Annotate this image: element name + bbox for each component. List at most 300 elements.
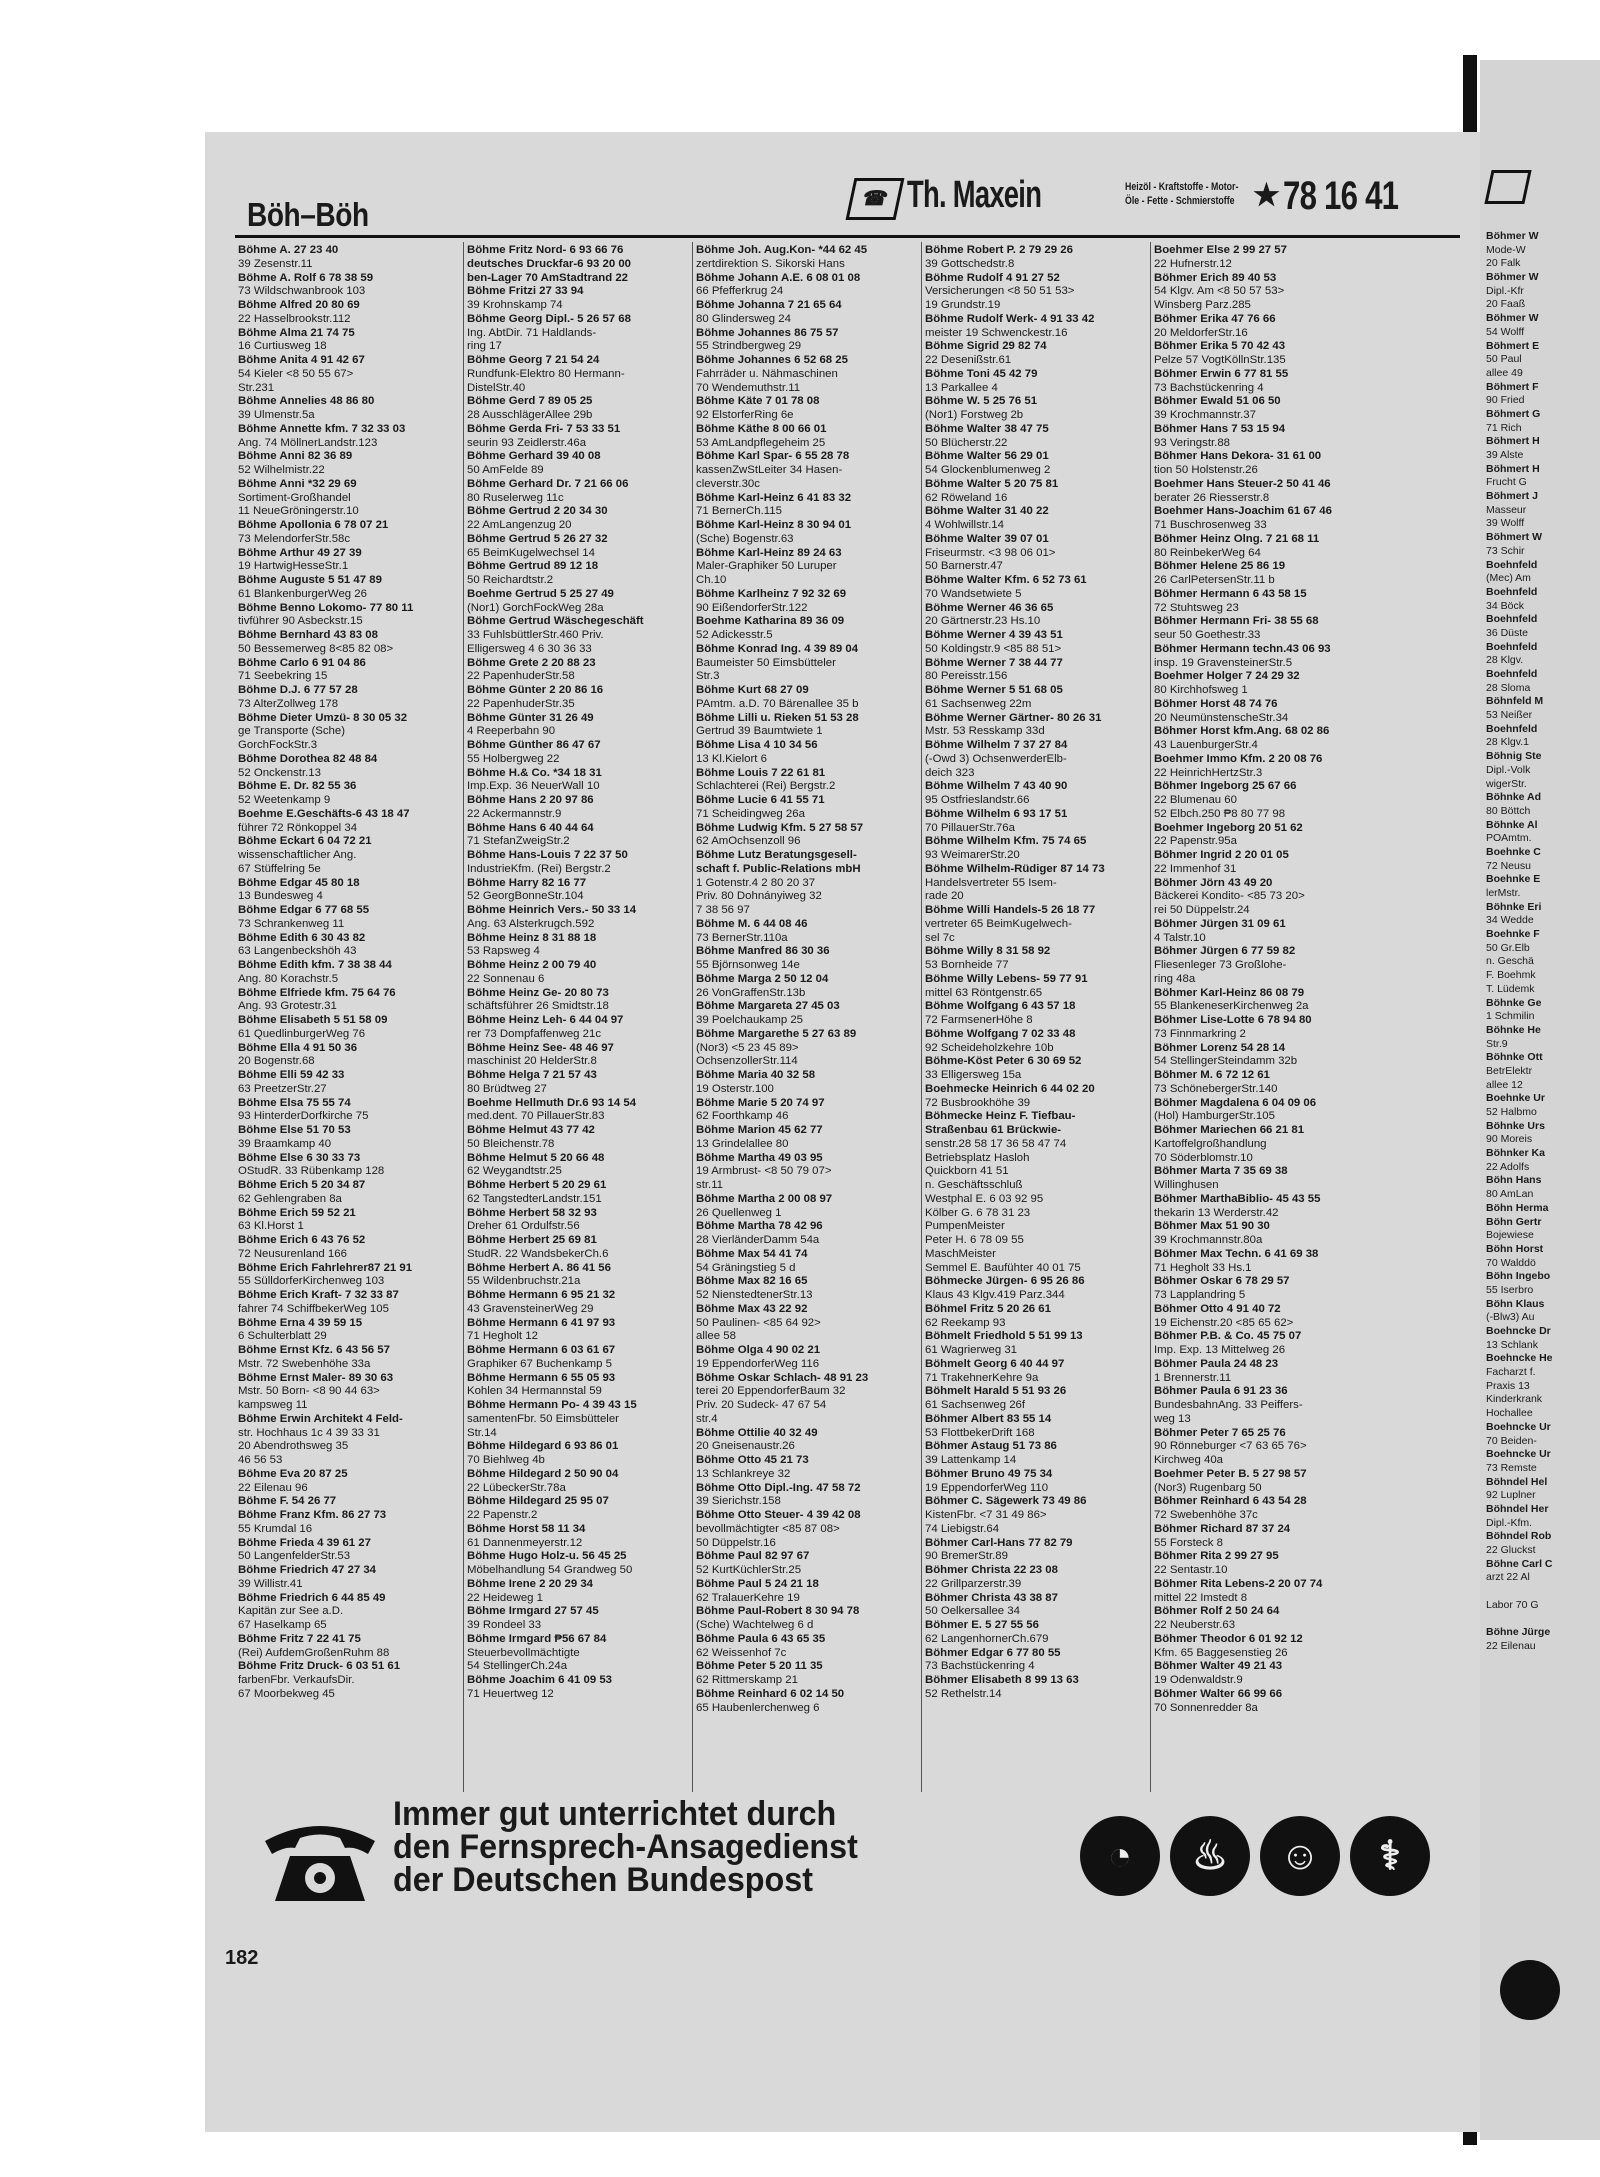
listing-detail: 50 Reichardtstr.2 (467, 574, 554, 586)
listing-entry: Böhmecke Heinz F. Tiefbau- (925, 1110, 1076, 1123)
listing-detail: 22 Ackermannstr.9 (467, 807, 562, 820)
listing-detail: 50 Paulinen- <85 64 92> (696, 1316, 821, 1329)
listing-detail: str.4 (696, 1412, 718, 1425)
listing-detail: 80 Pereisstr.156 (925, 670, 1008, 683)
listing-detail: Dreher 61 Ordulfstr.56 (467, 1220, 580, 1233)
listing-detail: Kölber G. 6 78 31 23 (925, 1206, 1031, 1219)
listing-detail: 50 Blücherstr.22 (925, 436, 1008, 449)
listing-entry: Böhmer Paula 24 48 23 (1154, 1357, 1279, 1370)
listing-detail: 19 Osterstr.100 (696, 1082, 774, 1095)
adjacent-listing-fragment: Böhnke Al (1486, 818, 1538, 831)
listing-detail: 22 Neuberstr.63 (1154, 1619, 1236, 1631)
adjacent-listing-fragment: Böhnig Ste (1486, 750, 1542, 763)
listing-column (696, 244, 918, 1792)
listing-detail: 50 Oelkersallee 34 (925, 1605, 1020, 1618)
listing-entry: Böhme Georg Dipl.- 5 26 57 68 (467, 312, 631, 325)
listing-detail: 73 MelendorferStr.58c (238, 532, 351, 545)
listing-entry: Böhmer Jürgen 6 77 59 82 (1154, 945, 1296, 958)
adjacent-listing-fragment: Böhnker Ka (1486, 1147, 1545, 1160)
listing-entry: Böhme Maria 40 32 58 (696, 1069, 816, 1081)
listing-entry: Böhme Martha 2 00 08 97 (696, 1192, 833, 1205)
listing-detail: 71 StefanZweigStr.2 (467, 835, 570, 848)
listing-entry: Böhme Toni 45 42 79 (925, 367, 1038, 380)
adjacent-listing-fragment: Böhnke Eri (1486, 900, 1542, 913)
listing-detail: 73 AlterZollweg 178 (238, 697, 339, 710)
listing-entry: Böhme Paul 5 24 21 18 (696, 1577, 819, 1590)
listing-detail: 19 Eichenstr.20 <85 65 62> (1154, 1316, 1294, 1329)
listing-entry: Böhme Johann A.E. 6 08 01 08 (696, 271, 861, 284)
listing-entry: Böhme Johannes 86 75 57 (696, 326, 839, 339)
listing-entry: Böhme Horst 58 11 34 (467, 1522, 586, 1535)
listing-entry: Böhme Karlheinz 7 92 32 69 (696, 587, 847, 600)
listing-detail: Fahrräder u. Nähmaschinen (696, 367, 838, 380)
adjacent-listing-fragment: 20 Falk (1486, 257, 1521, 270)
listing-detail: 71 Scheidingweg 26a (696, 807, 805, 820)
listing-detail: 73 BernerStr.110a (696, 931, 788, 944)
listing-entry: Böhmelt Georg 6 40 44 97 (925, 1357, 1065, 1370)
listing-entry: Böhme Oskar Schlach- 48 91 23 (696, 1371, 869, 1384)
adjacent-listing-fragment: Böhmert F (1486, 380, 1539, 393)
listing-detail: Semmel E. Baufühter 40 01 75 (925, 1261, 1081, 1274)
listing-entry: Böhme Werner 7 38 44 77 (925, 656, 1063, 669)
listing-entry: Böhme Olga 4 90 02 21 (696, 1344, 821, 1356)
listing-detail: 52 Elbch.250 ₱8 80 77 98 (1154, 807, 1286, 820)
listing-detail: 52 Onckenstr.13 (238, 766, 321, 779)
listing-entry: Böhme Erich Fahrlehrer87 21 91 (238, 1261, 413, 1274)
listing-entry: Böhmer Carl-Hans 77 82 79 (925, 1536, 1073, 1549)
listing-detail: 72 Neusurenland 166 (238, 1247, 347, 1260)
adjacent-listing-fragment: Boehnfeld (1486, 722, 1538, 735)
listing-entry: Böhme Paul-Robert 8 30 94 78 (696, 1605, 860, 1618)
listing-detail: 39 Krochmannstr.80a (1154, 1234, 1263, 1246)
listing-entry: Böhme Dorothea 82 48 84 (238, 752, 378, 765)
listing-entry: Böhme Fritz Nord- 6 93 66 76 (467, 244, 624, 256)
adjacent-listing-fragment: Böhn Hans (1486, 1174, 1542, 1187)
adjacent-listing-fragment: POAmtm. (1486, 832, 1532, 845)
advertisement-banner (235, 1795, 1460, 1964)
listing-entry: Böhme Werner 46 36 65 (925, 601, 1054, 614)
listing-entry: Böhme Willy 8 31 58 92 (925, 945, 1051, 958)
header-rule (235, 235, 1460, 238)
listing-entry: Böhme Robert P. 2 79 29 26 (925, 244, 1073, 256)
listing-detail: 39 Krohnskamp 74 (467, 299, 563, 311)
adjacent-listing-fragment: Böhn Gertr (1486, 1215, 1542, 1228)
listing-detail: (Nor1) Forstweg 2b (925, 409, 1024, 421)
listing-entry: Böhmer Mariechen 66 21 81 (1154, 1124, 1305, 1136)
listing-entry: Böhme Helmut 43 77 42 (467, 1124, 595, 1136)
listing-entry: Böhme Sigrid 29 82 74 (925, 340, 1047, 353)
listing-entry: Böhme Paula 6 43 65 35 (696, 1632, 826, 1645)
listing-entry: Boehmer Hans Steuer-2 50 41 46 (1154, 477, 1331, 490)
adjacent-listing-fragment: Böhnke Ad (1486, 791, 1542, 804)
listing-entry: Böhmer Walter 49 21 43 (1154, 1660, 1283, 1673)
listing-entry: Böhme Karl-Heinz 89 24 63 (696, 546, 842, 559)
listing-detail: 39 Lattenkamp 14 (925, 1454, 1017, 1466)
adjacent-listing-fragment: Dipl.-Kfm. (1486, 1516, 1533, 1529)
listing-column (238, 244, 460, 1792)
listing-detail: DistelStr.40 (467, 381, 526, 394)
listing-detail: kassenZwStLeiter 34 Hasen- (696, 464, 843, 476)
listing-detail: 54 Gräningstieg 5 d (696, 1261, 796, 1274)
adjacent-listing-fragment: Boehncke Ur (1486, 1420, 1551, 1433)
listing-detail: 26 CarlPetersenStr.11 b (1154, 574, 1275, 586)
listing-detail: 55 Holbergweg 22 (467, 752, 560, 765)
listing-entry: Böhme Hans 2 20 97 86 (467, 794, 594, 806)
listing-detail: 22 Hasselbrookstr.112 (238, 312, 351, 325)
listing-detail: Schlachterei (Rei) Bergstr.2 (696, 780, 836, 793)
listing-entry: Böhme Erich 59 52 21 (238, 1206, 356, 1219)
listing-entry: Böhme Johanna 7 21 65 64 (696, 299, 842, 311)
tagline-line: Öle - Fette - Schmierstoffe (1125, 195, 1235, 207)
listing-entry: Böhme Martha 78 42 96 (696, 1220, 823, 1233)
advertisement-line: Immer gut unterrichtet durch (393, 1795, 837, 1833)
listing-entry: Böhme Friedrich 6 44 85 49 (238, 1591, 386, 1604)
listing-entry: Böhme Heinz 8 31 88 18 (467, 931, 597, 944)
listing-detail: ring 48a (1154, 972, 1196, 985)
listing-detail: 13 Bundesweg 4 (238, 890, 323, 903)
listing-entry: Böhme Edgar 6 77 68 55 (238, 904, 370, 916)
listing-entry: Böhmer Lorenz 54 28 14 (1154, 1041, 1286, 1054)
listing-entry: Böhme Elisabeth 5 51 58 09 (238, 1014, 388, 1026)
listing-detail: Str.231 (238, 381, 275, 394)
adjacent-listing-fragment: Böhmer W (1486, 271, 1539, 284)
tagline-line: Heizöl - Kraftstoffe - Motor- (1125, 181, 1239, 193)
listing-entry: Böhme Joh. Aug.Kon- *44 62 45 (696, 244, 868, 256)
listing-detail: wissenschaftlicher Ang. (238, 849, 357, 861)
listing-detail: 19 Armbrust- <8 50 79 07> (696, 1165, 832, 1178)
listing-entry: Böhme Helmut 5 20 66 48 (467, 1151, 605, 1164)
page-number: 182 (225, 1947, 259, 1969)
listing-detail: 20 Gärtnerstr.23 Hs.10 (925, 615, 1041, 628)
listing-detail: meister 19 Schwenckestr.16 (925, 326, 1068, 339)
listing-detail: Baumeister 50 Eimsbütteler (696, 656, 836, 669)
listing-detail: 63 Kl.Horst 1 (238, 1220, 304, 1233)
listing-entry: Böhmer Heinz Olng. 7 21 68 11 (1154, 532, 1320, 545)
listing-entry: Böhme M. 6 44 08 46 (696, 917, 808, 930)
adjacent-listing-fragment: Frucht G (1486, 476, 1527, 489)
listing-detail: deich 323 (925, 766, 975, 779)
listing-entry: Böhme Else 51 70 53 (238, 1124, 351, 1136)
listing-entry: Böhme Friedrich 47 27 34 (238, 1564, 377, 1576)
listing-detail: Westphal E. 6 03 92 95 (925, 1192, 1044, 1205)
listing-entry: Böhme Edith kfm. 7 38 38 44 (238, 959, 392, 971)
listing-detail: 73 Wildschwanbrook 103 (238, 285, 366, 298)
listing-entry: Böhmer Paula 6 91 23 36 (1154, 1385, 1288, 1398)
listing-detail: Fliesenleger 73 Großlohe- (1154, 959, 1287, 971)
handset-logo-icon: ☎ (846, 178, 905, 220)
listing-entry: Böhme Heinz See- 48 46 97 (467, 1041, 614, 1054)
listing-entry: Böhmer C. Sägewerk 73 49 86 (925, 1495, 1087, 1508)
listing-detail: 67 Stüffelring 5e (238, 862, 321, 875)
adjacent-page-strip (1480, 60, 1600, 2140)
football-icon (1500, 1960, 1560, 2020)
listing-detail: 95 Ostfrieslandstr.66 (925, 794, 1030, 806)
adjacent-listing-fragment: Böhndel Rob (1486, 1530, 1552, 1543)
listing-detail: Handelsvertreter 55 Isem- (925, 876, 1057, 889)
listing-detail: insp. 19 GravensteinerStr.5 (1154, 656, 1293, 669)
adjacent-listing-fragment: Boehnfeld (1486, 613, 1538, 626)
listing-entry: Böhme Karl-Heinz 8 30 94 01 (696, 519, 852, 531)
adjacent-listing-fragment: 50 Gr.Elb (1486, 941, 1530, 954)
listing-detail: 11 NeueGröningerstr.10 (238, 505, 359, 518)
listing-entry: Böhme Annelies 48 86 80 (238, 395, 375, 408)
listing-detail: 55 Forsteck 8 (1154, 1536, 1224, 1549)
listing-detail: 62 Rittmerskamp 21 (696, 1674, 798, 1686)
listing-detail: 70 Biehlweg 4b (467, 1454, 545, 1466)
listing-entry: Böhme Käthe 8 00 66 01 (696, 422, 827, 435)
listing-entry: Böhmer Hermann techn.43 06 93 (1154, 642, 1331, 655)
listing-detail: 55 Krumdal 16 (238, 1522, 313, 1535)
listing-detail: Maler-Graphiker 50 Luruper (696, 560, 837, 573)
adjacent-listing-fragment: 92 Luplner (1486, 1489, 1536, 1502)
listing-entry: Boehmer Else 2 99 27 57 (1154, 244, 1287, 256)
listing-entry: Böhmer P.B. & Co. 45 75 07 (1154, 1330, 1302, 1343)
adjacent-listing-fragment: Böhndel Hel (1486, 1475, 1548, 1488)
listing-detail: 22 Immenhof 31 (1154, 862, 1237, 875)
adjacent-listing-fragment: 28 Sloma (1486, 681, 1531, 694)
listing-entry: Boehme Gertrud 5 25 27 49 (467, 587, 614, 600)
listing-entry: Böhme-Köst Peter 6 30 69 52 (925, 1055, 1082, 1068)
listing-entry: Böhme Otto 45 21 73 (696, 1454, 809, 1466)
listing-entry: Böhme Irmgard ₱56 67 84 (467, 1632, 607, 1645)
listing-entry: Böhme Gerd 7 89 05 25 (467, 395, 593, 408)
listing-entry: Böhme Walter 39 07 01 (925, 532, 1049, 545)
listing-detail: 22 PapenhuderStr.58 (467, 670, 575, 683)
listing-detail: GorchFockStr.3 (238, 739, 318, 751)
adjacent-listing-fragment: Boehnfeld (1486, 640, 1538, 653)
adjacent-listing-fragment: Böhne Carl C (1486, 1557, 1553, 1570)
listing-entry: Böhme Hugo Holz-u. 56 45 25 (467, 1550, 627, 1563)
listing-entry: Böhme Grete 2 20 88 23 (467, 656, 596, 669)
listing-entry: Böhmecke Jürgen- 6 95 26 86 (925, 1275, 1085, 1288)
listing-detail: 62 Foorthkamp 46 (696, 1110, 789, 1123)
listing-entry: Böhme Erich Kraft- 7 32 33 87 (238, 1289, 399, 1301)
adjacent-listing-fragment: Str.9 (1486, 1037, 1508, 1050)
listing-detail: 39 Sierichstr.158 (696, 1495, 781, 1508)
listing-detail: 70 Wandsetwiete 5 (925, 587, 1022, 600)
listing-entry: Böhme Willi Handels-5 26 18 77 (925, 904, 1096, 916)
listing-detail: 22 Papenstr.2 (467, 1509, 538, 1521)
listing-detail: 26 VonGraffenStr.13b (696, 986, 806, 999)
listing-entry: Böhmer Astaug 51 73 86 (925, 1440, 1057, 1453)
advertiser-phone: 78 16 41 (1283, 174, 1399, 218)
listing-detail: KistenFbr. <7 31 49 86> (925, 1509, 1047, 1521)
listing-entry: Böhme Helga 7 21 57 43 (467, 1069, 597, 1081)
listing-detail: 6 Schulterblatt 29 (238, 1330, 327, 1343)
listing-entry: Boehmer Immo Kfm. 2 20 08 76 (1154, 752, 1323, 765)
listing-entry: Böhme Margarethe 5 27 63 89 (696, 1027, 857, 1040)
listing-entry: Böhme Joachim 6 41 09 53 (467, 1674, 612, 1686)
listing-entry: Böhme Hermann 6 55 05 93 (467, 1371, 616, 1384)
listing-detail: n. Geschäftsschluß (925, 1179, 1023, 1191)
listing-detail: allee 58 (696, 1330, 736, 1343)
listing-detail: 72 Swebenhöhe 37c (1154, 1509, 1258, 1521)
listing-entry: Böhme Hans-Louis 7 22 37 50 (467, 849, 628, 861)
listing-entry: Böhme Harry 82 16 77 (467, 876, 587, 889)
listing-detail: 20 Gneisenaustr.26 (696, 1440, 795, 1453)
listing-detail: 74 Liebigstr.64 (925, 1522, 1000, 1535)
listing-detail: 66 Pfefferkrug 24 (696, 285, 784, 298)
adjacent-listing-fragment: Böhn Ingebo (1486, 1270, 1551, 1283)
listing-entry: Straßenbau 61 Brückwie- (925, 1124, 1062, 1136)
listing-detail: (Nor1) GorchFockWeg 28a (467, 601, 604, 614)
listing-entry: Böhme Manfred 86 30 36 (696, 945, 830, 958)
listing-entry: Boehme Katharina 89 36 09 (696, 615, 845, 628)
listing-detail: OchsenzollerStr.114 (696, 1055, 798, 1068)
adjacent-listing-fragment: Facharzt f. (1486, 1366, 1536, 1379)
listing-entry: Böhmer Richard 87 37 24 (1154, 1522, 1291, 1535)
listing-entry: Böhme Anni *32 29 69 (238, 477, 357, 490)
listing-detail: 71 Heuertweg 12 (467, 1687, 554, 1700)
listing-detail: 65 Haubenlerchenweg 6 (696, 1701, 820, 1714)
listing-entry: Böhme Hermann 6 03 61 67 (467, 1344, 616, 1356)
listing-entry: Böhmer Ingrid 2 20 01 05 (1154, 849, 1289, 861)
listing-entry: Böhmer MarthaBiblio- 45 43 55 (1154, 1192, 1321, 1205)
listing-detail: 72 Busbrookhöhe 39 (925, 1096, 1031, 1109)
listing-detail: mittel 22 Imstedt 8 (1154, 1591, 1248, 1604)
listing-entry: Böhmer Magdalena 6 04 09 06 (1154, 1096, 1317, 1109)
listing-detail: 55 Wildenbruchstr.21a (467, 1275, 581, 1288)
star-icon: ★ (1253, 179, 1280, 212)
listing-entry: Böhme Gerda Fri- 7 53 33 51 (467, 422, 621, 435)
adjacent-listing-fragment: F. Boehmk (1486, 969, 1536, 982)
listing-detail: 70 Wendemuthstr.11 (696, 381, 801, 394)
listing-detail: 22 Heideweg 1 (467, 1591, 543, 1604)
listing-entry: Böhme Erich 5 20 34 87 (238, 1179, 366, 1191)
listing-detail: 22 Desenißstr.61 (925, 354, 1012, 366)
listing-detail: 80 Brüdtweg 27 (467, 1082, 547, 1095)
listing-detail: 39 Gottschedstr.8 (925, 257, 1015, 270)
listing-entry: Böhme A. 27 23 40 (238, 244, 339, 256)
listing-entry: Böhme Lutz Beratungsgesell- (696, 849, 857, 861)
listing-entry: Böhme Heinz Leh- 6 44 04 97 (467, 1014, 624, 1026)
adjacent-listing-fragment: Boehnke C (1486, 845, 1541, 858)
listing-entry: Böhme Arthur 49 27 39 (238, 546, 362, 559)
listing-entry: Böhmer Walter 66 99 66 (1154, 1687, 1283, 1700)
listing-detail: seurin 93 Zeidlerstr.46a (467, 436, 587, 449)
listing-detail: 71 TrakehnerKehre 9a (925, 1371, 1039, 1384)
adjacent-listing-fragment: Böhnke Ott (1486, 1051, 1543, 1064)
listing-detail: Quickborn 41 51 (925, 1165, 1009, 1178)
listing-entry: Böhme Ernst Maler- 89 30 63 (238, 1371, 394, 1384)
listing-detail: 63 PreetzerStr.27 (238, 1082, 327, 1095)
listing-entry: Böhme Gertrud 89 12 18 (467, 560, 599, 573)
listing-entry: Böhme Otto Steuer- 4 39 42 08 (696, 1509, 861, 1521)
listing-detail: 62 Reekamp 93 (925, 1316, 1006, 1329)
listing-detail: Priv. 80 Dohnányiweg 32 (696, 890, 822, 903)
listing-detail: 20 NeumünstenscheStr.34 (1154, 711, 1289, 724)
listing-detail: tion 50 Holstenstr.26 (1154, 464, 1258, 476)
listing-entry: Böhmer Hermann Fri- 38 55 68 (1154, 615, 1319, 628)
listing-entry: Böhmer Otto 4 91 40 72 (1154, 1302, 1281, 1315)
listing-entry: Böhme Carlo 6 91 04 86 (238, 656, 366, 669)
listing-detail: Imp.Exp. 36 NeuerWall 10 (467, 780, 600, 793)
listing-entry: Böhme Heinrich Vers.- 50 33 14 (467, 904, 637, 916)
adjacent-listing-fragment: Masseur (1486, 503, 1527, 516)
adjacent-listing-fragment: arzt 22 Al (1486, 1571, 1530, 1584)
listing-entry: Böhme Karl Spar- 6 55 28 78 (696, 450, 850, 463)
listing-detail: 39 Poelchaukamp 25 (696, 1014, 804, 1026)
listing-detail: 54 Kieler <8 50 55 67> (238, 367, 354, 380)
adjacent-listing-fragment: Mode-W (1486, 243, 1526, 256)
listing-entry: Böhme Herbert 25 69 81 (467, 1234, 597, 1246)
listing-detail: 52 Wilhelmistr.22 (238, 464, 325, 476)
listing-detail: str.11 (696, 1179, 724, 1191)
listing-detail: 26 Quellenweg 1 (696, 1206, 782, 1219)
listing-detail: 55 SülldorferKirchenweg 103 (238, 1275, 385, 1288)
listing-detail: 54 StellingerSteindamm 32b (1154, 1055, 1298, 1068)
listing-detail: 52 Adickesstr.5 (696, 629, 773, 641)
listing-detail: 22 AmLangenzug 20 (467, 519, 572, 531)
listing-entry: Böhmer Karl-Heinz 86 08 79 (1154, 986, 1305, 999)
listing-column (1154, 244, 1376, 1792)
listing-detail: 80 ReinbekerWeg 64 (1154, 546, 1261, 559)
listing-detail: 28 AusschlägerAllee 29b (467, 409, 593, 421)
listing-detail: Graphiker 67 Buchenkamp 5 (467, 1357, 612, 1370)
listing-entry: Böhme Hans 6 40 44 64 (467, 821, 594, 834)
listing-entry: Böhmer Elisabeth 8 99 13 63 (925, 1674, 1079, 1686)
listing-detail: 92 ElstorferRing 6e (696, 409, 794, 421)
adjacent-listing-fragment: Böhn Herma (1486, 1201, 1549, 1214)
listing-entry: Böhme Irene 2 20 29 34 (467, 1577, 593, 1590)
listing-detail: 16 Curtiusweg 18 (238, 340, 327, 353)
adjacent-listing-fragment: 39 Alste (1486, 449, 1524, 461)
listing-entry: Böhme Fritzi 27 33 94 (467, 285, 584, 298)
listing-entry: Böhme Edgar 45 80 18 (238, 876, 360, 889)
listing-entry: Böhme Max 43 22 92 (696, 1302, 808, 1315)
listing-detail: 70 Söderblomstr.10 (1154, 1151, 1253, 1164)
adjacent-listing-fragment: Böhmert H (1486, 462, 1540, 475)
listing-entry: Böhme Reinhard 6 02 14 50 (696, 1687, 845, 1700)
listing-detail: weg 13 (1154, 1412, 1191, 1425)
listing-entry: Böhmer Jürgen 31 09 61 (1154, 917, 1286, 930)
adjacent-listing-fragment: wigerStr. (1486, 777, 1527, 790)
column-divider (1150, 242, 1151, 1792)
advertiser-tagline (1125, 180, 1253, 208)
adjacent-listing-fragment: allee 49 (1486, 366, 1523, 379)
adjacent-listing-fragment: Boehnfeld (1486, 558, 1538, 571)
listing-entry: Böhmer Erich 89 40 53 (1154, 271, 1277, 284)
listing-detail: Friseurmstr. <3 98 06 01> (925, 546, 1056, 559)
adjacent-page-listings (1486, 230, 1600, 1654)
listing-entry: Böhme Eva 20 87 25 (238, 1467, 348, 1480)
listing-detail: 46 56 53 (238, 1454, 283, 1466)
listing-entry: Böhme Fritz 7 22 41 75 (238, 1632, 361, 1645)
listing-detail: farbenFbr. VerkaufsDir. (238, 1674, 355, 1686)
adjacent-listing-fragment: Böhmert G (1486, 407, 1541, 420)
listing-detail: vertreter 65 BeimKugelwech- (925, 917, 1072, 930)
listing-detail: Sortiment-Großhandel (238, 491, 351, 504)
adjacent-listing-fragment: 28 Klgv.1 (1486, 736, 1529, 749)
listing-detail: 73 SchönebergerStr.140 (1154, 1082, 1278, 1095)
listing-detail: Ang. 80 Korachstr.5 (238, 972, 339, 985)
listing-entry: Böhme Erna 4 39 59 15 (238, 1316, 363, 1329)
listing-entry: Böhmer Ingeborg 25 67 66 (1154, 780, 1297, 793)
listing-entry: Böhme Walter 38 47 75 (925, 422, 1049, 435)
listing-detail: OStudR. 33 Rübenkamp 128 (238, 1165, 385, 1178)
listing-entry: Böhmer Erwin 6 77 81 55 (1154, 367, 1289, 380)
page-header (235, 172, 1460, 233)
listing-detail: senstr.28 58 17 36 58 47 74 (925, 1137, 1067, 1150)
adjacent-listing-fragment: Boehnke E (1486, 873, 1541, 886)
listing-entry: Böhmer Reinhard 6 43 54 28 (1154, 1495, 1307, 1508)
adjacent-listing-fragment: Boehncke Ur (1486, 1448, 1551, 1461)
adjacent-listing-fragment: Böhmer W (1486, 230, 1539, 242)
listing-entry: Böhmer Erika 47 76 66 (1154, 312, 1276, 325)
listing-detail: 61 Sachsenweg 26f (925, 1399, 1026, 1411)
listing-detail: PAmtm. a.D. 70 Bärenallee 35 b (696, 697, 859, 710)
listing-detail: 73 Bachstückenring 4 (1154, 381, 1264, 394)
